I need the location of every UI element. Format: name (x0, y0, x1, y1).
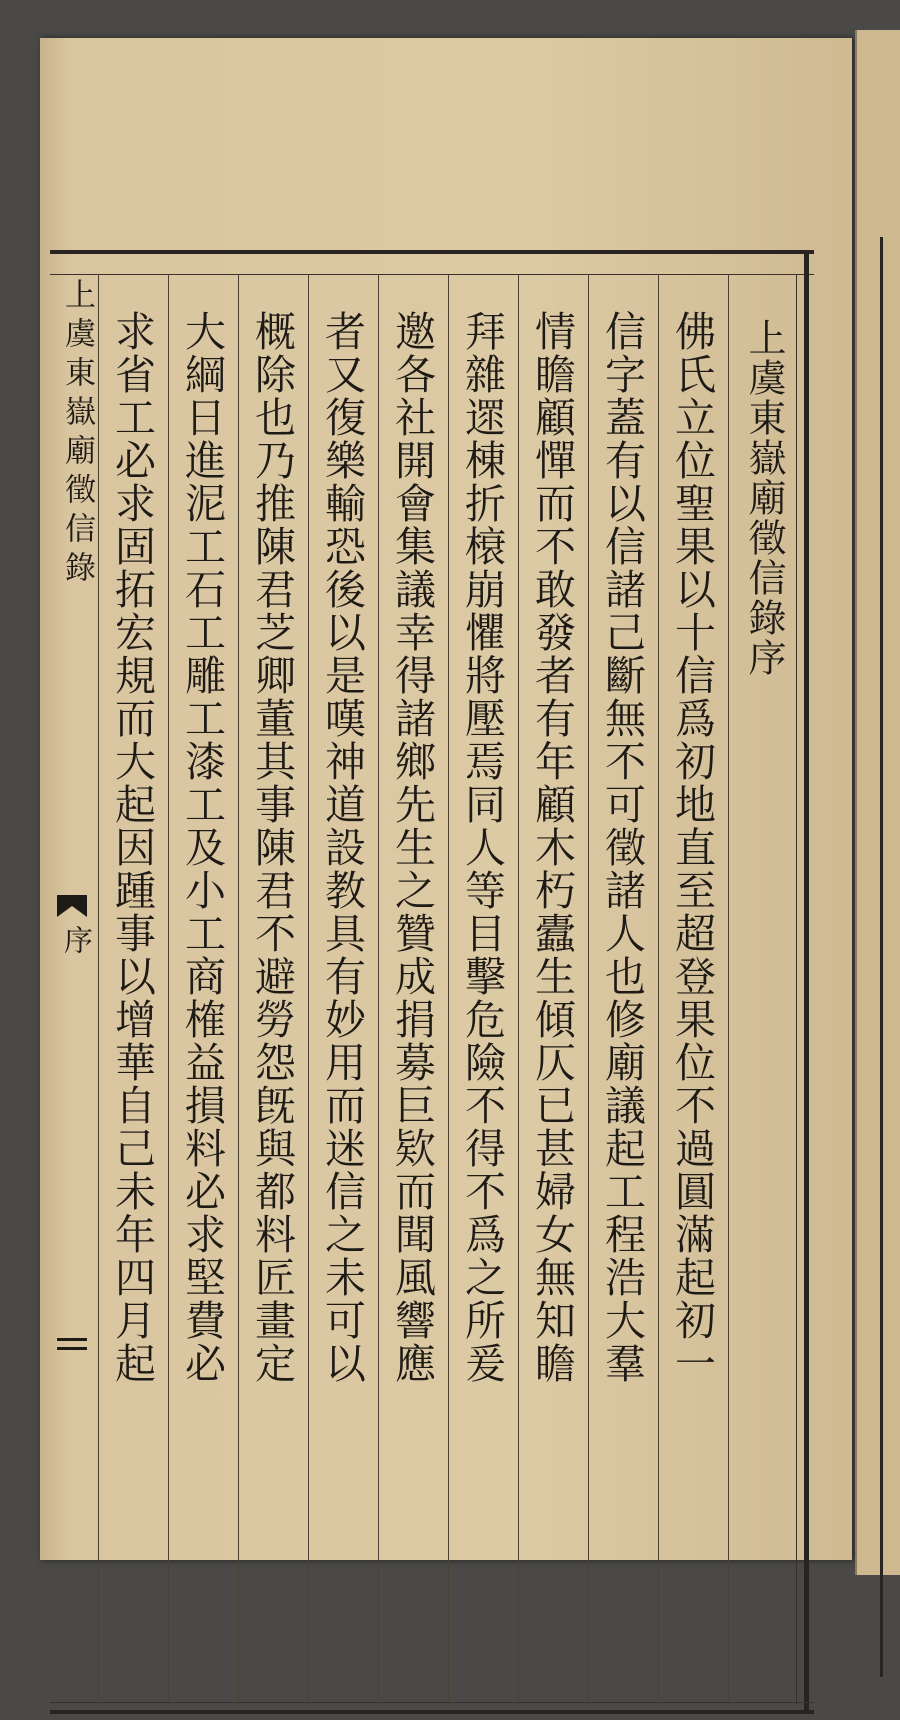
frame-inner-bottom-rule (50, 1702, 814, 1703)
text-column-7: 概除也乃推陳君芝卿董其事陳君不避勞怨旣與都料匠畫定 (248, 310, 296, 1385)
preface-title: 上虞東嶽廟徵信錄序 (742, 318, 786, 678)
column-rule (448, 274, 449, 1704)
margin-book-title: 上虞東嶽廟徵信錄 (59, 278, 95, 590)
text-column-2: 信字蓋有以信諸己斷無不可徵諸人也修廟議起工程浩大羣 (598, 310, 646, 1385)
text-column-5: 邀各社開會集議幸得諸鄉先生之贊成捐募巨欵而聞風響應 (388, 310, 436, 1385)
frame-inner-top-rule (50, 274, 814, 275)
frame-top-rule (50, 250, 814, 254)
page-number-stroke (57, 1338, 87, 1341)
text-column-6: 者又復樂輸恐後以是嘆神道設教具有妙用而迷信之未可以 (318, 310, 366, 1385)
fish-tail-mark (57, 895, 87, 917)
column-rule (238, 274, 239, 1704)
column-rule (168, 274, 169, 1704)
frame-right-rule (804, 250, 809, 1714)
column-rule (308, 274, 309, 1704)
margin-section-label: 序 (60, 925, 94, 954)
page-number-stroke (57, 1347, 87, 1350)
column-rule (378, 274, 379, 1704)
page-number (55, 1332, 89, 1354)
text-column-1: 佛氏立位聖果以十信爲初地直至超登果位不過圓滿起初一 (668, 310, 716, 1385)
page-margin (55, 270, 95, 1690)
text-column-8: 大綱日進泥工石工雕工漆工及小工商榷益損料必求堅費必 (178, 310, 226, 1385)
text-column-4: 拜雜遝棟折榱崩懼將壓焉同人等目擊危險不得不爲之所爰 (458, 310, 506, 1385)
column-rule (728, 274, 729, 1704)
adjacent-page-border (880, 237, 900, 1677)
text-column-9: 求省工必求固拓宏規而大起因踵事以增華自己未年四月起 (108, 310, 156, 1385)
frame-bottom-rule (50, 1710, 814, 1714)
text-column-3: 情瞻顧憚而不敢發者有年顧木朽蠹生傾仄已甚婦女無知瞻 (528, 310, 576, 1385)
frame-inner-right-rule (796, 274, 797, 1704)
